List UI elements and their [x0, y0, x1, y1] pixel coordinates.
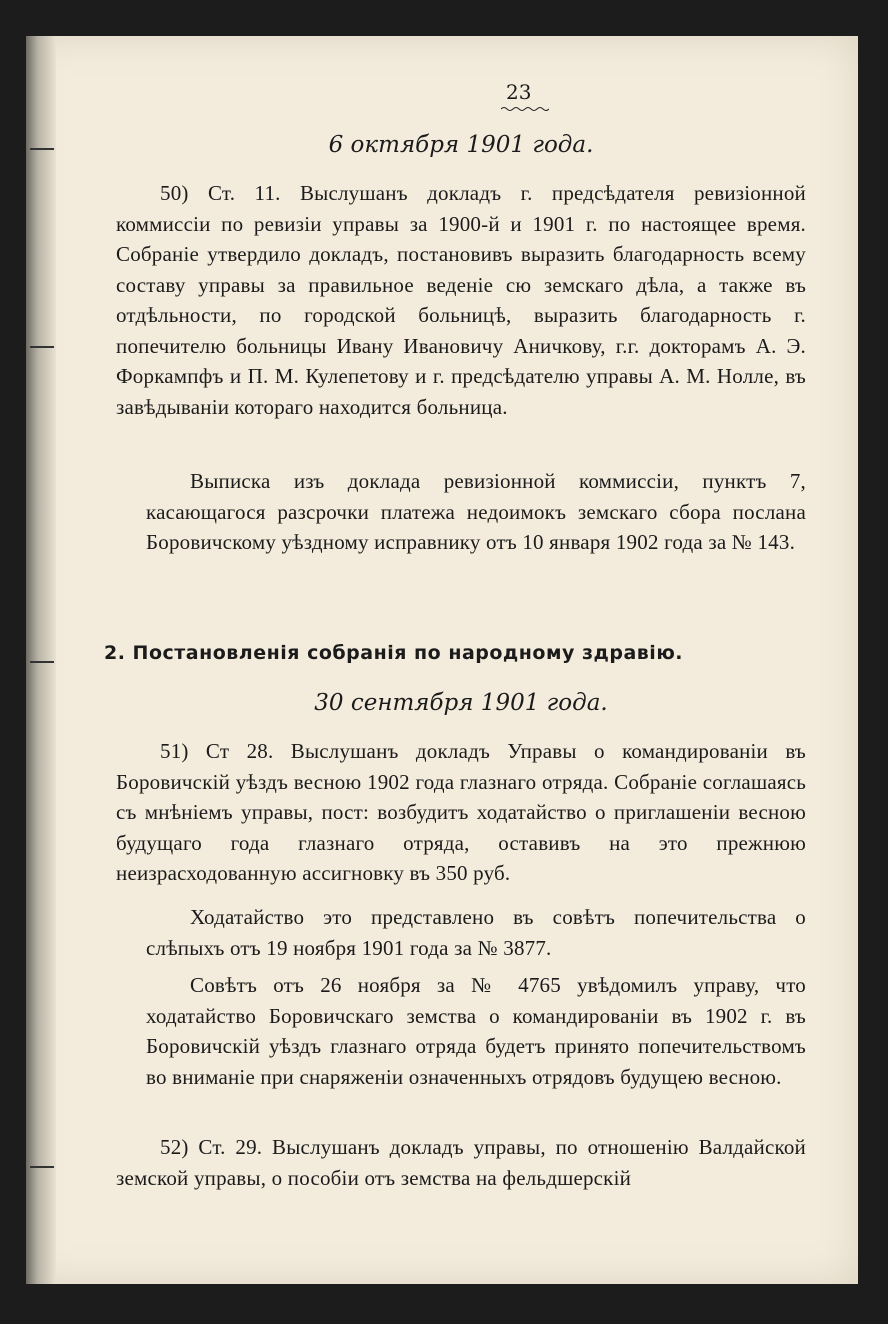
- page-binding-edge: [26, 36, 56, 1284]
- margin-mark: [30, 1166, 54, 1168]
- paragraph-51: 51) Ст 28. Выслушанъ докладъ Управы о командированіи въ Боровичскій уѣздъ весною 1902 года глазнаго отряда. Собраніе соглашаясь съ мнѣніемъ управы, пост: возбудитъ ходатайство о приглашеніи весною будущаго года глазнаго отряда, оставивъ на это прежнюю неизрасходованную ассигновку въ 350 руб.: [116, 739, 806, 885]
- section-heading: 2. Постановленія собранія по народному здравію.: [104, 642, 684, 664]
- section-date: 6 октября 1901 года.: [328, 132, 594, 158]
- page-number-ornament: [501, 106, 549, 112]
- paragraph-52: 52) Ст. 29. Выслушанъ докладъ управы, по отношенію Валдайской земской управы, о пособіи отъ земства на фельдшерскій: [116, 1135, 806, 1190]
- paragraph-extract: Выписка изъ доклада ревизіонной коммиссіи, пунктъ 7, касающагося разсрочки платежа недоимокъ земскаго сбора послана Боровичскому уѣздному исправнику отъ 10 января 1902 года за № 143.: [146, 469, 806, 554]
- margin-mark: [30, 661, 54, 663]
- paragraph-petition: Ходатайство это представлено въ совѣтъ попечительства о слѣпыхъ отъ 19 ноября 1901 года за № 3877.: [146, 905, 806, 960]
- book-page: [26, 36, 858, 1284]
- margin-mark: [30, 148, 54, 150]
- paragraph-council: Совѣтъ отъ 26 ноября за № 4765 увѣдомилъ управу, что ходатайство Боровичскаго земства о командированіи въ 1902 г. въ Боровичскій уѣздъ глазнаго отряда будетъ принято попечительствомъ во вниманіе при снаряженіи означенныхъ отрядовъ будущею весною.: [146, 973, 806, 1089]
- paragraph-50: 50) Ст. 11. Выслушанъ докладъ г. предсѣдателя ревизіонной коммиссіи по ревизіи управы за 1900-й и 1901 г. по настоящее время. Собраніе утвердило докладъ, постановивъ выразить благодарность всему составу управы за правильное веденіе сю земскаго дѣла, а также въ отдѣльности, по городской больницѣ, выразить благодарность г. попечителю больницы Ивану Ивановичу Аничкову, г.г. докторамъ А. Э. Форкампфъ и П. М. Кулепетову и г. предсѣдателю управы А. М. Нолле, въ завѣдываніи котораго находится больница.: [116, 181, 806, 419]
- margin-mark: [30, 346, 54, 348]
- page-number: 23: [506, 80, 532, 104]
- section-date: 30 сентября 1901 года.: [314, 690, 608, 716]
